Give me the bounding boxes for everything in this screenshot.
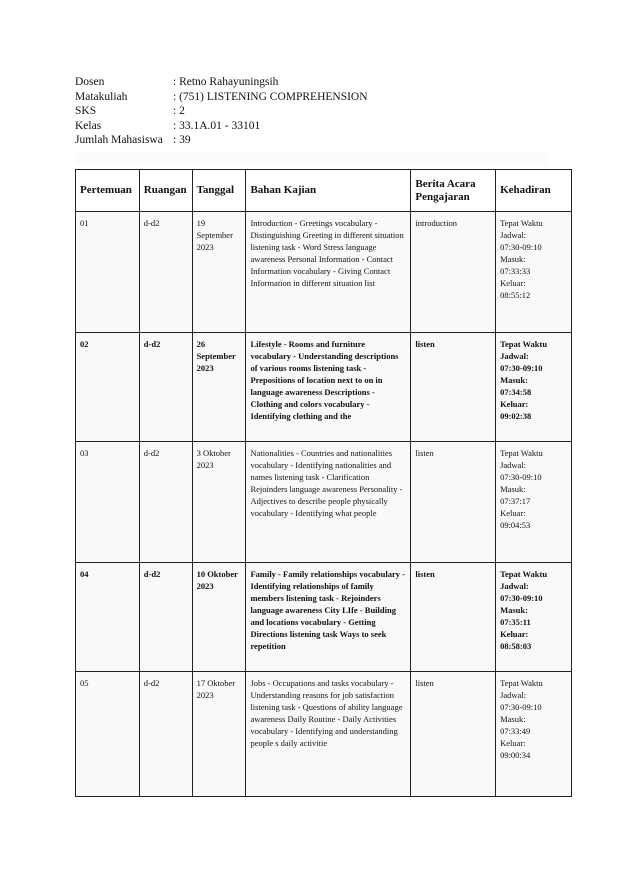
header-bahan-kajian: Bahan Kajian <box>246 170 411 212</box>
header-ruangan: Ruangan <box>139 170 192 212</box>
cell-kehadiran <box>496 333 572 442</box>
cell-pertemuan: 03 <box>76 442 140 563</box>
bahan-text: Family - Family relationships vocabulary - Identifying relationships of family members listening task - Rejoinders language awareness City LIfe - Building and locations vocabulary - Getting Directions listening task Ways to seek repetition <box>250 569 405 651</box>
course-info <box>75 75 368 148</box>
kehadiran-keluar-label: Keluar: <box>500 508 526 518</box>
info-row-sks <box>75 104 368 119</box>
cell-pertemuan: 04 <box>76 563 140 672</box>
cell-berita-acara: listen <box>411 333 496 442</box>
kehadiran-keluar-label: Keluar: <box>500 399 529 409</box>
kehadiran-status: Tepat Waktu <box>500 339 548 349</box>
kehadiran-masuk: 07:35:11 <box>500 617 531 627</box>
table-row <box>76 672 572 797</box>
cell-ruangan: d-d2 <box>139 212 192 333</box>
cell-pertemuan: 05 <box>76 672 140 797</box>
cell-berita-acara: listen <box>411 672 496 797</box>
cell-tanggal: 26 September 2023 <box>192 333 246 442</box>
cell-ruangan: d-d2 <box>139 333 192 442</box>
info-row-dosen <box>75 75 368 90</box>
kehadiran-jadwal: 07:30-09:10 <box>500 363 543 373</box>
kehadiran-status: Tepat Waktu <box>500 448 543 458</box>
kehadiran-masuk: 07:37:17 <box>500 496 531 506</box>
kehadiran-keluar: 09:04:53 <box>500 520 531 530</box>
kehadiran-keluar-label: Keluar: <box>500 278 526 288</box>
kehadiran-masuk-label: Masuk: <box>500 484 526 494</box>
attendance-table <box>75 169 572 797</box>
kehadiran-masuk-label: Masuk: <box>500 254 526 264</box>
info-label: SKS <box>75 105 97 117</box>
cell-bahan-kajian <box>246 333 411 442</box>
kehadiran-keluar: 08:55:12 <box>500 290 531 300</box>
info-label: Jumlah Mahasiswa <box>75 134 163 146</box>
bahan-text: Jobs - Occupations and tasks vocabulary - Understanding reasons for job satisfaction listening task - Questions of ability language awareness Daily Routine - Daily Activities vocabulary - Identifying and understanding people s daily activitie <box>250 678 403 748</box>
cell-kehadiran <box>496 212 572 333</box>
kehadiran-keluar-label: Keluar: <box>500 738 526 748</box>
table-row <box>76 333 572 442</box>
cell-ruangan: d-d2 <box>139 563 192 672</box>
info-value: : 39 <box>173 134 191 146</box>
table-row <box>76 563 572 672</box>
kehadiran-keluar: 09:00:34 <box>500 750 531 760</box>
cell-kehadiran <box>496 442 572 563</box>
info-label: Matakuliah <box>75 90 128 103</box>
cell-berita-acara: introduction <box>411 212 496 333</box>
kehadiran-masuk: 07:34:58 <box>500 387 532 397</box>
kehadiran-masuk-label: Masuk: <box>500 605 528 615</box>
cell-ruangan: d-d2 <box>139 442 192 563</box>
info-value: : (751) LISTENING COMPREHENSION <box>173 90 368 103</box>
header-kehadiran: Kehadiran <box>496 170 572 212</box>
kehadiran-jadwal: 07:30-09:10 <box>500 242 542 252</box>
kehadiran-status: Tepat Waktu <box>500 569 548 579</box>
cell-tanggal: 17 Oktober 2023 <box>192 672 246 797</box>
kehadiran-jadwal-label: Jadwal: <box>500 351 529 361</box>
info-value: : 2 <box>173 105 185 117</box>
kehadiran-keluar-label: Keluar: <box>500 629 529 639</box>
kehadiran-jadwal: 07:30-09:10 <box>500 472 542 482</box>
cell-ruangan: d-d2 <box>139 672 192 797</box>
kehadiran-masuk-label: Masuk: <box>500 714 526 724</box>
cell-pertemuan: 02 <box>76 333 140 442</box>
kehadiran-keluar: 08:58:03 <box>500 641 532 651</box>
kehadiran-keluar: 09:02:38 <box>500 411 532 421</box>
cell-bahan-kajian <box>246 442 411 563</box>
kehadiran-jadwal-label: Jadwal: <box>500 690 527 700</box>
kehadiran-jadwal-label: Jadwal: <box>500 581 529 591</box>
header-tanggal: Tanggal <box>192 170 246 212</box>
cell-berita-acara: listen <box>411 442 496 563</box>
bahan-text: Lifestyle - Rooms and furniture vocabulary - Understanding descriptions of various rooms listening task - Prepositions of location next to on in language awareness Descriptions - Clothing and colors vocabulary - Identifying clothing and the <box>250 339 399 421</box>
cell-pertemuan: 01 <box>76 212 140 333</box>
header-berita-acara: Berita Acara Pengajaran <box>411 170 496 212</box>
cell-bahan-kajian <box>246 212 411 333</box>
info-value: : 33.1A.01 - 33101 <box>173 119 261 132</box>
info-label: Kelas <box>75 119 102 132</box>
cell-kehadiran <box>496 563 572 672</box>
cell-berita-acara: listen <box>411 563 496 672</box>
kehadiran-jadwal: 07:30-09:10 <box>500 593 543 603</box>
kehadiran-masuk-label: Masuk: <box>500 375 528 385</box>
cell-bahan-kajian <box>246 672 411 797</box>
kehadiran-masuk: 07:33:33 <box>500 266 531 276</box>
info-row-matakuliah <box>75 90 368 105</box>
bahan-text: Introduction - Greetings vocabulary - Distinguishing Greeting in different situation listening task - Word Stress language awareness Personal Information - Contact Information vocabulary - Giving Contact Information in different situation list <box>250 218 404 288</box>
info-row-kelas <box>75 119 368 134</box>
kehadiran-status: Tepat Waktu <box>500 218 543 228</box>
kehadiran-jadwal-label: Jadwal: <box>500 460 527 470</box>
table-header-row <box>76 170 572 212</box>
header-pertemuan: Pertemuan <box>76 170 140 212</box>
cell-tanggal: 19 September 2023 <box>192 212 246 333</box>
table-row <box>76 442 572 563</box>
cell-bahan-kajian <box>246 563 411 672</box>
table-row <box>76 212 572 333</box>
info-value: : Retno Rahayuningsih <box>173 76 279 88</box>
cell-tanggal: 3 Oktober 2023 <box>192 442 246 563</box>
kehadiran-jadwal-label: Jadwal: <box>500 230 527 240</box>
kehadiran-masuk: 07:33:49 <box>500 726 531 736</box>
cell-tanggal: 10 Oktober 2023 <box>192 563 246 672</box>
info-row-jumlah-mahasiswa <box>75 133 368 148</box>
section-divider <box>75 152 547 164</box>
info-label: Dosen <box>75 76 105 88</box>
kehadiran-jadwal: 07:30-09:10 <box>500 702 542 712</box>
cell-kehadiran <box>496 672 572 797</box>
bahan-text: Nationalities - Countries and nationalities vocabulary - Identifying nationalities and names listening task - Clarification Rejoinders language awareness Personality - Adjectives to describe people physically vocabulary - Identifying what people <box>250 448 403 518</box>
kehadiran-status: Tepat Waktu <box>500 678 543 688</box>
